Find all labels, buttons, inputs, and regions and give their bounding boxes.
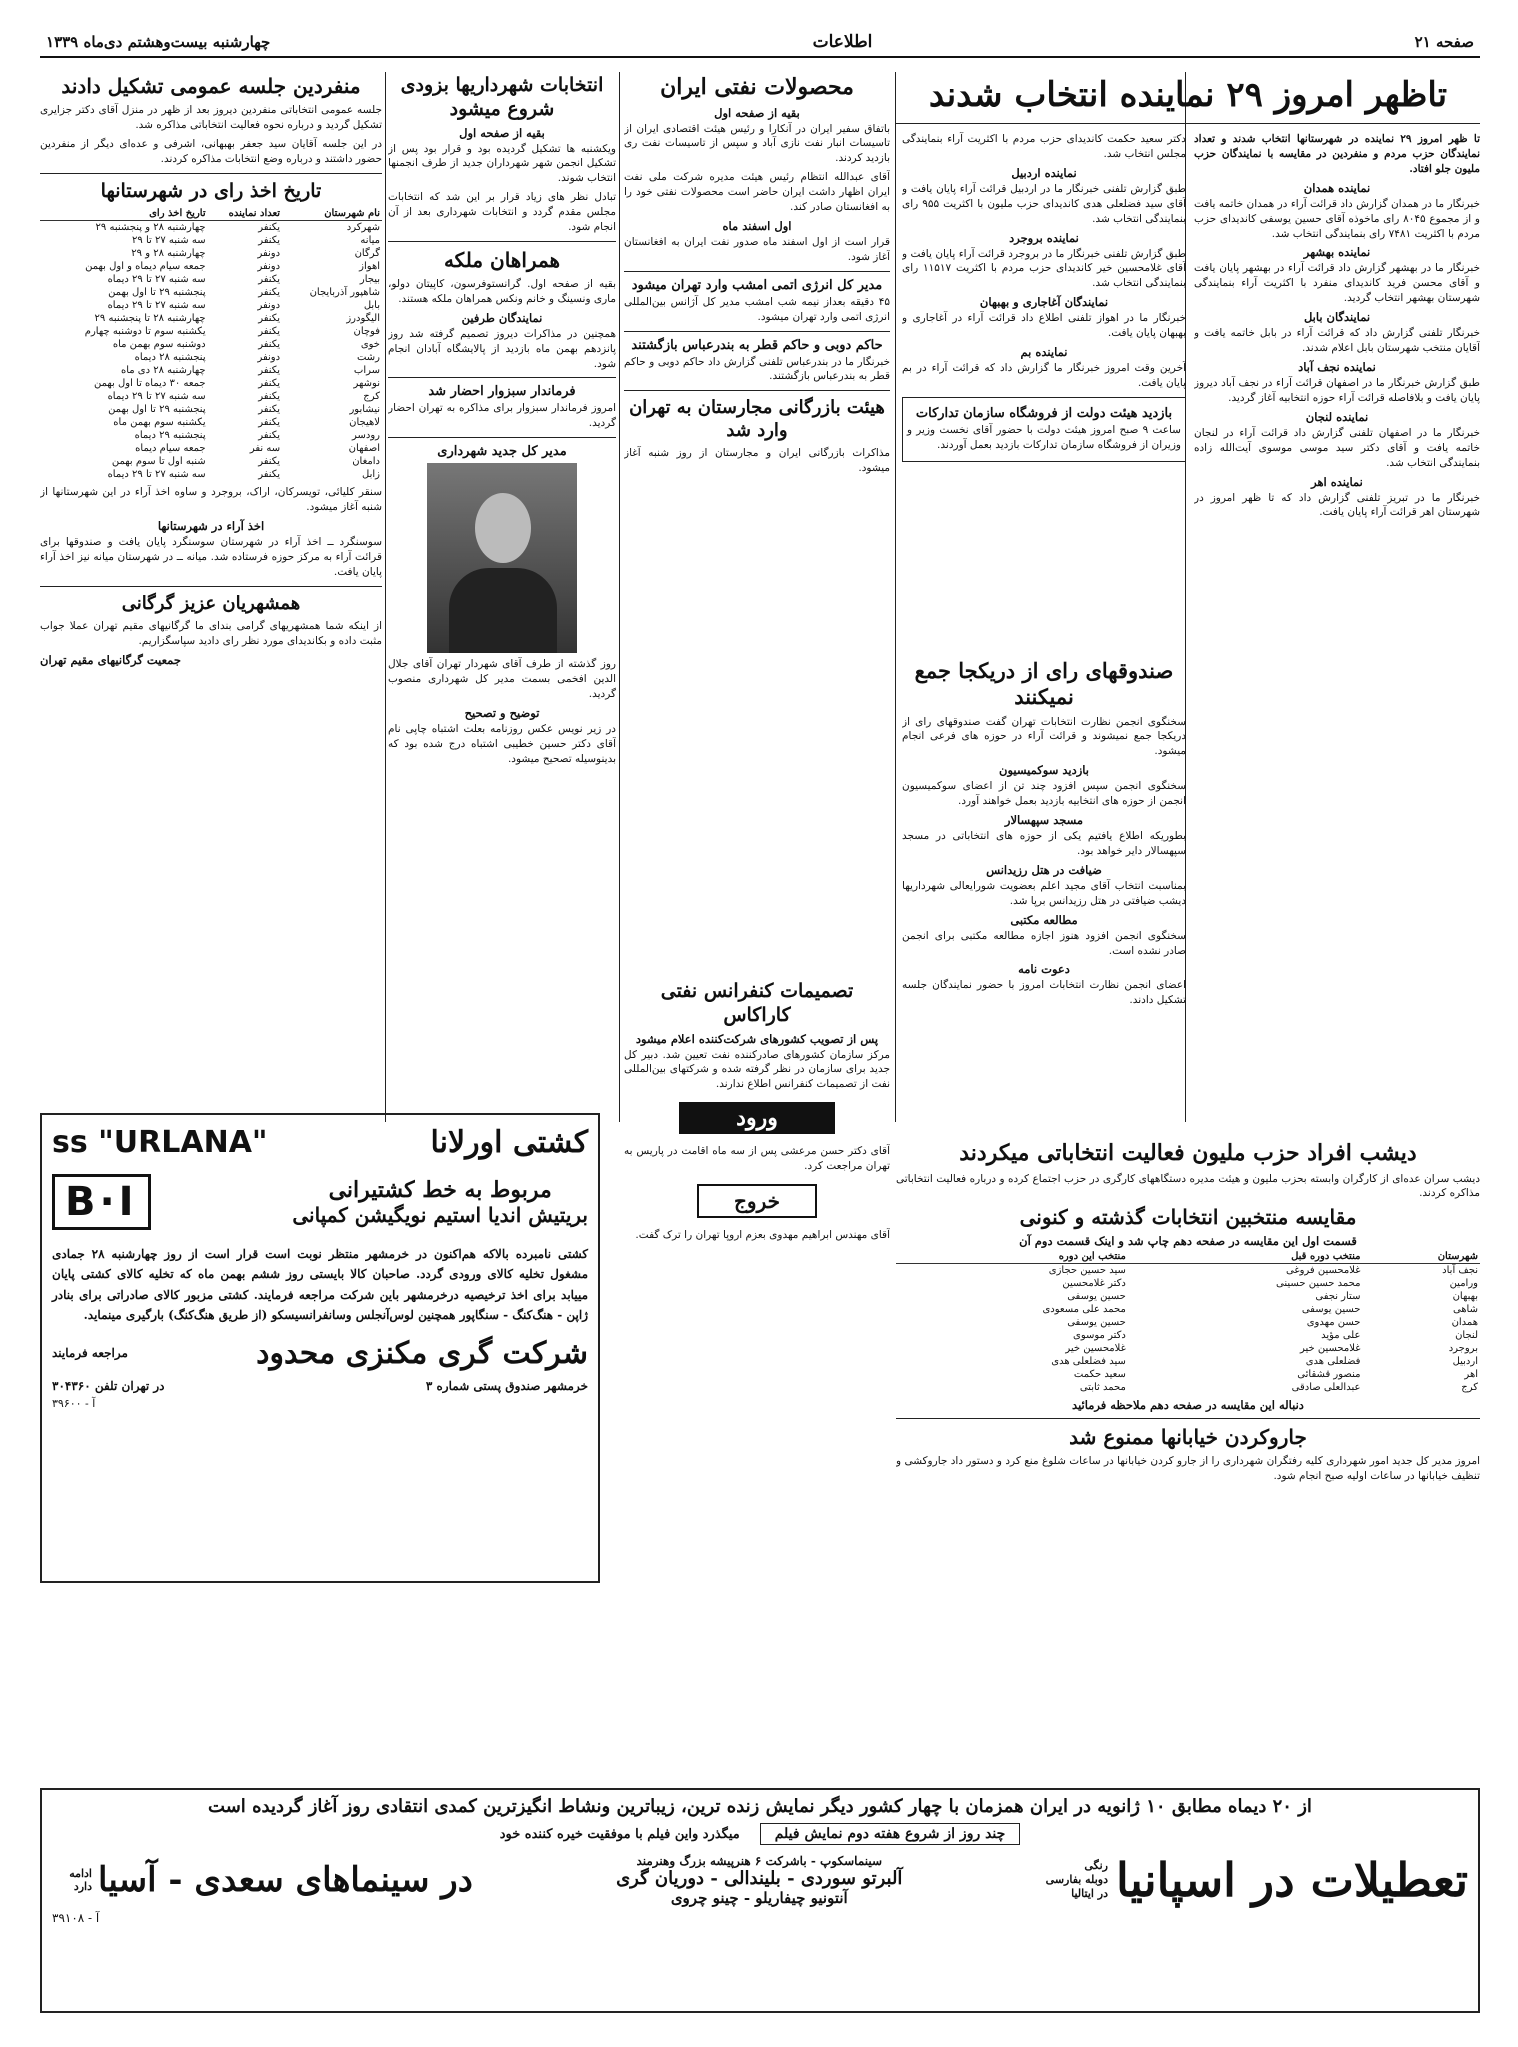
company-name: شرکت گری مکنزی محدود bbox=[256, 1335, 588, 1371]
table-row bbox=[896, 1355, 1480, 1368]
divider bbox=[388, 377, 616, 378]
section-text: بمناسبت انتخاب آقای مجید اعلم بعضویت شورایعالی شهرداریها دیشب ضیافتی در هتل رزیدانس برپا شد. bbox=[902, 879, 1186, 907]
section-text: آخرین وقت امروز خبرنگار ما گزارش داد که قرائت آراء در بم پایان یافت. bbox=[902, 362, 1186, 389]
section-headline: جاروکردن خیابانها ممنوع شد bbox=[1069, 1425, 1307, 1450]
table-cell: چهارشنبه ۲۸ و پنجشنبه ۲۹ bbox=[95, 222, 206, 234]
table-cell: دامغان bbox=[352, 456, 380, 468]
table-cell: بابل bbox=[363, 300, 380, 312]
section-text: قرار است از اول اسفند ماه صدور نفت ایران به افغانستان آغاز شود. bbox=[624, 235, 890, 263]
table-cell: سه شنبه ۲۷ تا ۲۹ دیماه bbox=[107, 300, 206, 312]
table-header: تعداد نماینده bbox=[208, 207, 282, 221]
table-cell: اهواز bbox=[359, 261, 380, 273]
column-2 bbox=[902, 132, 1186, 642]
section-text: مرکز سازمان کشورهای صادرکننده نفت تعیین شد. دبیر کل جدید برای سازمان در نظر گرفته شده و شرکتهای بین‌المللی نفت از تصمیمات کنفرانس اطلاع ندارند. bbox=[624, 1048, 890, 1091]
table-row bbox=[40, 351, 382, 364]
table-cell: اهر bbox=[1464, 1369, 1478, 1381]
comparison-table-body bbox=[896, 1264, 1480, 1395]
section-text: بقیه از صفحه اول. گرانستوفرسون، کاپیتان دولو، ماری ونسینگ و خانم ونکس همراهان ملکه هستند. bbox=[388, 277, 616, 305]
film-tag: در ایتالیا bbox=[1071, 1887, 1108, 1901]
column-divider bbox=[895, 72, 896, 1122]
section-text: باتفاق سفیر ایران در آنکارا و رئیس هیئت اقتصادی ایران از تاسیسات انبار نفت نازی آباد و سپس از تاسیسات نفت ری بازدید کردند. bbox=[624, 122, 890, 165]
table-cell: سه شنبه ۲۷ تا ۲۹ دیماه bbox=[107, 469, 206, 481]
section-text: آقای مهندس ابراهیم مهدوی بعزم اروپا تهران را ترک گفت. bbox=[635, 1229, 890, 1242]
portrait-photo bbox=[427, 463, 577, 653]
section-text: سخنگوی انجمن افزود هنوز اجازه مطالعه مکتبی برای انجمن صادر نشده است. bbox=[902, 929, 1186, 957]
ship-name-latin: ss "URLANA" bbox=[52, 1125, 268, 1160]
table-cell: سید حسین حجازی bbox=[1048, 1265, 1126, 1277]
table-cell: منصور قشقائی bbox=[1297, 1369, 1361, 1381]
table-header: تاریخ اخذ رای bbox=[40, 207, 208, 221]
column-divider bbox=[619, 72, 620, 1122]
table-cell: فضلعلی هدی bbox=[1305, 1356, 1361, 1368]
section-headline: انتخابات شهرداریها بزودی شروع میشود bbox=[400, 74, 604, 120]
section-text: مذاکرات بازرگانی ایران و مجارستان از روز شنبه آغاز میشود. bbox=[624, 447, 890, 475]
table-cell: دوشنبه سوم بهمن ماه bbox=[112, 339, 206, 351]
table-row bbox=[896, 1264, 1480, 1278]
section-title: نمایندگان آغاجاری و بهبهان bbox=[979, 295, 1109, 310]
section-title: ضیافت در هتل رزیدانس bbox=[986, 862, 1102, 877]
section-title: بازدید سوکمیسیون bbox=[999, 763, 1089, 778]
table-row bbox=[896, 1290, 1480, 1303]
ad-code: آ - ۳۹۶۰۰ bbox=[52, 1396, 96, 1410]
table-cell: محمد ثابتی bbox=[1079, 1382, 1126, 1394]
divider bbox=[388, 241, 616, 242]
table-cell: دکتر غلامحسین bbox=[1062, 1278, 1126, 1290]
section-title: نماینده اهر bbox=[1311, 474, 1363, 489]
table-cell: یکنفر bbox=[258, 274, 281, 286]
ad-small-line: میگذرد واین فیلم با موفقیت خیره کننده خود bbox=[499, 1826, 740, 1842]
table-row bbox=[896, 1277, 1480, 1290]
section-title: مدیر کل انرژی اتمی امشب وارد تهران میشود bbox=[631, 277, 883, 293]
cinema-advertisement bbox=[40, 1788, 1480, 2013]
section-title: حاکم دوبی و حاکم قطر به بندرعباس بازگشتند bbox=[631, 337, 883, 353]
table-cell: یکشنبه سوم تا دوشنبه چهارم bbox=[84, 326, 206, 338]
table-cell: کرج bbox=[363, 391, 380, 403]
section-text: دکتر سعید حکمت کاندیدای حزب مردم با اکثریت آراء بنمایندگی مجلس انتخاب شد. bbox=[902, 133, 1186, 160]
section-title: دعوت نامه bbox=[1018, 962, 1070, 977]
section-text: از اینکه شما همشهریهای گرامی بندای ما گرگانیهای مقیم تهران عملا جواب مثبت داده و بکاندیدای مورد نظر رای دادید سپاسگزاریم. bbox=[40, 620, 382, 648]
table-row bbox=[40, 234, 382, 247]
table-row bbox=[40, 390, 382, 403]
table-cell: فوچان bbox=[353, 326, 380, 338]
table-row bbox=[40, 455, 382, 468]
section-text: ۴۵ دقیقه بعداز نیمه شب امشب مدیر کل آژانس بین‌المللی انرژی اتمی وارد تهران میشود. bbox=[624, 295, 890, 323]
table-cell: یکشنبه سوم بهمن ماه bbox=[113, 417, 206, 429]
table-cell: میانه bbox=[360, 235, 380, 247]
ship-advertisement bbox=[40, 1113, 600, 1583]
section-title: مدیر کل جدید شهرداری bbox=[437, 444, 567, 460]
table-cell: یکنفر bbox=[258, 391, 281, 403]
table-row bbox=[40, 468, 382, 481]
divider bbox=[896, 123, 1480, 124]
main-headline: تاظهر امروز ۲۹ نماینده انتخاب شدند bbox=[928, 75, 1448, 115]
table-cell: سراب bbox=[353, 365, 380, 377]
table-cell: رودسر bbox=[351, 430, 380, 442]
divider bbox=[40, 173, 382, 174]
table-cell: پنجشنبه ۲۹ تا اول بهمن bbox=[108, 404, 206, 416]
divider bbox=[40, 586, 382, 587]
table-cell: سه شنبه ۲۷ تا ۲۹ دیماه bbox=[107, 391, 206, 403]
ongoing-label: ادامه دارد bbox=[69, 1867, 92, 1893]
section-title: نماینده همدان bbox=[1303, 180, 1371, 195]
section-headline: منفردین جلسه عمومی تشکیل دادند bbox=[61, 74, 361, 98]
table-cell: رشت bbox=[356, 352, 380, 364]
table-row bbox=[40, 260, 382, 273]
ad-top-line: از ۲۰ دیماه مطابق ۱۰ ژانویه در ایران همزمان با چهار کشور دیگر نمایش زنده ترین، زیباترین ونشاط انگیزترین کمدی انتقادی روز آغاز گردیده است bbox=[208, 1796, 1312, 1817]
table-row bbox=[40, 364, 382, 377]
table-cell: علی مؤید bbox=[1321, 1330, 1361, 1342]
section-title: نماینده اردبیل bbox=[1011, 165, 1077, 180]
portrait-body bbox=[449, 568, 557, 653]
table-cell: چهارشنبه ۲۸ و ۲۹ bbox=[131, 248, 206, 260]
table-cell: حسین یوسفی bbox=[1067, 1291, 1126, 1303]
section-text: خبرنگار ما در تبریز تلفنی گزارش داد که تا ظهر امروز در شهرستان اهر قرائت آراء پایان یافت. bbox=[1194, 491, 1480, 519]
column-5 bbox=[40, 72, 382, 1092]
table-cell: جمعه ۳۰ دیماه تا اول بهمن bbox=[94, 378, 206, 390]
section-text: سوسنگرد ــ اخذ آراء در شهرستان سوسنگرد پایان یافت و صندوقها برای قرائت آراء به مرکز حوزه فرستاده شد. میانه ــ در شهرستان میانه نیز اخذ آراء پایان یافت. bbox=[40, 536, 382, 578]
table-cell: یکنفر bbox=[258, 417, 281, 429]
table-cell: یکنفر bbox=[258, 235, 281, 247]
table-cell: اردبیل bbox=[1452, 1356, 1478, 1368]
section-title: اول اسفند ماه bbox=[722, 218, 792, 233]
table-row bbox=[40, 221, 382, 235]
film-cast: آنتونیو چیفاریلو - چینو چروی bbox=[670, 1888, 848, 1907]
section-text: سخنگوی انجمن سپس افزود چند تن از اعضای سوکمیسیون انجمن از حوزه های انتخابیه بازدید بعمل خواهند آورد. bbox=[902, 780, 1186, 808]
section-title: نماینده بروجرد bbox=[1009, 230, 1079, 245]
table-cell: نوشهر bbox=[353, 378, 380, 390]
table-cell: بهبهان bbox=[1452, 1291, 1478, 1303]
divider bbox=[624, 331, 890, 332]
section-text: در زیر نویس عکس روزنامه بعلت اشتباه چاپی نام آقای دکتر حسین خطیبی اشتباه درج شده بود که بدینوسیله تصحیح میشود. bbox=[388, 723, 616, 765]
news-box bbox=[902, 397, 1186, 462]
section-text: همچنین در مذاکرات دیروز تصمیم گرفته شد روز پانزدهم بهمن ماه بازدید از پالایشگاه آبادان انجام شود. bbox=[388, 327, 616, 370]
section-title: مطالعه مکتبی bbox=[1010, 912, 1078, 927]
table-cell: ستار نجفی bbox=[1315, 1291, 1361, 1303]
section-title: توضیح و تصحیح bbox=[464, 706, 540, 720]
section-subtitle: پس از تصویب کشورهای شرکت‌کننده اعلام میشود bbox=[635, 1031, 879, 1046]
film-cast: آلبرتو سوردی - بلیندالی - دوریان گری bbox=[616, 1867, 903, 1889]
table-cell: شهرکرد bbox=[346, 222, 380, 234]
table-cell: دونفر bbox=[257, 248, 281, 260]
section-text: ویکشنبه ها تشکیل گردیده بود و قرار بود پس از تشکیل انجمن شهر شهرداران جدید از طرف انجمنها انتخاب شوند. bbox=[388, 142, 616, 185]
ad-mid-line: چند روز از شروع هفته دوم نمایش فیلم bbox=[760, 1823, 1021, 1845]
section-title: فرماندار سبزوار احضار شد bbox=[428, 384, 576, 400]
film-tag: دوبله بفارسی bbox=[1045, 1872, 1108, 1886]
ad-line: بریتیش اندیا استیم نویگیشن کمپانی bbox=[292, 1203, 588, 1227]
lead-paragraph: تا ظهر امروز ۲۹ نماینده در شهرستانها انتخاب شدند و تعداد نمایندگان حزب مردم و منفردین در مقایسه با نمایندگان حزب ملیون جلو افتاد. bbox=[1194, 133, 1480, 175]
table-cell: سه شنبه ۲۷ تا ۲۹ دیماه bbox=[107, 274, 206, 286]
section-text: روز گذشته از طرف آقای شهردار تهران آقای جلال الدین افخمی بسمت مدیر کل شهرداری منصوب گردید. bbox=[388, 658, 616, 701]
table-cell: یکنفر bbox=[258, 339, 281, 351]
newspaper-page bbox=[40, 28, 1480, 2018]
table-cell: خوی bbox=[360, 339, 380, 351]
ship-name: کشتی اورلانا bbox=[430, 1125, 588, 1160]
section-text: دیشب سران عده‌ای از کارگران وابسته بحزب ملیون و هیئت مدیره دستگاههای کارگری در حزب اجتماع کرده و درباره فعالیت انتخاباتی مذاکره کردند. bbox=[896, 1172, 1480, 1200]
table-cell: شاهپور آذربایجان bbox=[309, 287, 380, 299]
section-headline: صندوقهای رای از دریکجا جمع نمیکنند bbox=[914, 658, 1174, 710]
ad-code: آ - ۳۹۱۰۸ bbox=[52, 1911, 100, 1925]
schedule-title: تاریخ اخذ رای در شهرستانها bbox=[100, 179, 322, 202]
table-header-row bbox=[896, 1250, 1480, 1264]
section-text: خبرنگار تلفنی گزارش داد که قرائت آراء در بابل خاتمه یافت و آقایان منتخب شهرستان بابل اعلام شدند. bbox=[1194, 327, 1480, 355]
table-row bbox=[896, 1303, 1480, 1316]
table-cell: همدان bbox=[1451, 1317, 1478, 1329]
table-cell: پنجشنبه ۲۹ دیماه bbox=[134, 430, 206, 442]
section-text: خبرنگار ما در بندرعباس تلفنی گزارش داد حاکم دوبی و حاکم قطر به بندرعباس بازگشتند. bbox=[624, 355, 890, 383]
table-row bbox=[40, 429, 382, 442]
section-text: خبرنگار ما در اصفهان تلفنی گزارش داد قرائت آراء در لنجان خاتمه یافت و آقای دکتر سید موسی موسوی آیت‌الله زاده بنمایندگی انتخاب شد. bbox=[1194, 426, 1480, 469]
table-row bbox=[40, 325, 382, 338]
table-row bbox=[896, 1381, 1480, 1394]
comparison-table bbox=[896, 1250, 1480, 1394]
table-row bbox=[40, 442, 382, 455]
table-row bbox=[40, 312, 382, 325]
column-3-lower bbox=[624, 978, 890, 1538]
company-logo: B·I bbox=[52, 1174, 151, 1230]
table-row bbox=[40, 403, 382, 416]
table-cell: چهارشنبه ۲۸ دی ماه bbox=[120, 365, 206, 377]
table-cell: حسن مهدوی bbox=[1306, 1317, 1361, 1329]
comparison-title: مقایسه منتخبین انتخابات گذشته و کنونی bbox=[1019, 1205, 1357, 1230]
section-text: امروز مدیر کل جدید امور شهرداری کلیه رفتگران شهرداری را از جارو کردن خیابانها در ساعات شلوغ منع کرد و دستور داد جاروکشی و تنظیف خیابانها در ساعات اولیه صبح انجام شود. bbox=[896, 1455, 1480, 1483]
signature: جمعیت گرگانیهای مقیم تهران bbox=[40, 653, 181, 668]
table-cell: شاهی bbox=[1452, 1304, 1478, 1316]
table-cell: لاهیجان bbox=[349, 417, 380, 429]
table-cell: حسین یوسفی bbox=[1067, 1317, 1126, 1329]
table-cell: یکنفر bbox=[258, 378, 281, 390]
table-cell: غلامحسین فروغی bbox=[1286, 1265, 1361, 1277]
table-cell: دونفر bbox=[257, 261, 281, 273]
table-cell: یکنفر bbox=[258, 456, 281, 468]
table-cell: نجف آباد bbox=[1442, 1265, 1478, 1277]
divider bbox=[896, 1418, 1480, 1419]
page-number: صفحه ۲۱ bbox=[1414, 33, 1474, 51]
table-cell: گرگان bbox=[354, 248, 380, 260]
section-text: بطوریکه اطلاع یافتیم یکی از حوزه های انتخاباتی در مسجد سپهسالار دایر خواهد بود. bbox=[902, 830, 1186, 857]
table-cell: غلامحسین خیر bbox=[1299, 1343, 1361, 1355]
section-title: نماینده بم bbox=[1020, 345, 1068, 360]
table-cell: جمعه سیام دیماه bbox=[135, 443, 206, 455]
table-cell: غلامحسین خیر bbox=[1065, 1343, 1126, 1355]
schedule-table bbox=[40, 207, 382, 481]
section-title: نماینده بهشهر bbox=[1303, 245, 1371, 260]
section-text: جلسه عمومی انتخاباتی منفردین دیروز بعد از ظهر در منزل آقای دکتر جزایری تشکیل گردید و درباره نحوه فعالیت انتخاباتی مذاکره شد. bbox=[40, 104, 382, 131]
table-row bbox=[40, 273, 382, 286]
table-cell: محمد حسین حسینی bbox=[1276, 1278, 1361, 1290]
divider bbox=[624, 390, 890, 391]
box-title: بازدید هیئت دولت از فروشگاه سازمان تدارکات bbox=[915, 405, 1173, 421]
table-cell: عبدالعلی صادقی bbox=[1291, 1382, 1361, 1394]
arrivals-banner: ورود bbox=[679, 1102, 835, 1134]
table-row bbox=[896, 1316, 1480, 1329]
table-row bbox=[896, 1329, 1480, 1342]
departures-banner: خروج bbox=[697, 1184, 817, 1218]
table-cell: جمعه سیام دیماه و اول بهمن bbox=[85, 261, 206, 273]
table-cell: چهارشنبه ۲۸ تا پنجشنبه ۲۹ bbox=[94, 313, 206, 325]
table-cell: بیجار bbox=[359, 274, 380, 286]
table-row bbox=[40, 299, 382, 312]
section-text: آقای دکتر حسن مرعشی پس از سه ماه اقامت در پاریس به تهران مراجعت کرد. bbox=[624, 1145, 890, 1173]
phone: در تهران تلفن ۳۰۴۳۶۰ bbox=[52, 1378, 165, 1393]
section-headline: همشهریان عزیز گرگانی bbox=[121, 592, 301, 614]
table-cell: بروجرد bbox=[1448, 1343, 1478, 1355]
section-title: نماینده لنجان bbox=[1305, 409, 1369, 424]
newspaper-name: اطلاعات bbox=[812, 32, 873, 52]
section-headline: محصولات نفتی ایران bbox=[660, 74, 854, 100]
table-cell: یکنفر bbox=[258, 287, 281, 299]
table-cell: کرج bbox=[1461, 1382, 1478, 1394]
section-text: خبرنگار ما در بهشهر گزارش داد قرائت آراء در بهشهر پایان یافت و آقای محسن فرید کاندیدای منفرد با اکثریت آراء بنمایندگی شهرستان بهشهر انتخاب گردید. bbox=[1194, 262, 1480, 305]
section-text: امروز فرماندار سبزوار برای مذاکره به تهران احضار گردید. bbox=[388, 402, 616, 430]
section-text: در این جلسه آقایان سید جعفر بهبهانی، اشرفی و عده‌ای دیگر از منفردین حضور داشتند و درباره وضع انتخابات مذاکره کردند. bbox=[40, 137, 382, 165]
table-cell: حسین یوسفی bbox=[1301, 1304, 1361, 1316]
table-cell: یکنفر bbox=[258, 326, 281, 338]
continued-label: بقیه از صفحه اول bbox=[714, 105, 800, 120]
column-1 bbox=[1194, 132, 1480, 1132]
table-cell: لنجان bbox=[1455, 1330, 1478, 1342]
table-header: منتخب این دوره bbox=[896, 1250, 1128, 1264]
column-2-lower bbox=[902, 656, 1186, 1136]
table-cell: سعید حکمت bbox=[1073, 1369, 1126, 1381]
pobox: خرمشهر صندوق پستی شماره ۳ bbox=[425, 1378, 588, 1393]
page-header bbox=[40, 28, 1480, 58]
table-cell: سه نفر bbox=[249, 443, 281, 455]
table-cell: یکنفر bbox=[258, 365, 281, 377]
table-header-row bbox=[40, 207, 382, 221]
section-text: تبادل نظر های زیاد قرار بر این شد که انتخابات مجلس مقدم گردد و انتخابات شهرداری بعد از آن انجام شود. bbox=[388, 191, 616, 234]
film-tag: رنگی bbox=[1084, 1858, 1108, 1872]
section-title: نماینده نجف آباد bbox=[1298, 359, 1376, 374]
table-row bbox=[896, 1368, 1480, 1381]
table-cell: یکنفر bbox=[258, 469, 281, 481]
table-cell: یکنفر bbox=[258, 430, 281, 442]
company-note: مراجعه فرمایند bbox=[52, 1346, 128, 1361]
table-cell: دکتر موسوی bbox=[1073, 1330, 1126, 1342]
table-cell: ورامین bbox=[1449, 1278, 1478, 1290]
section-text: طبق گزارش خبرنگار ما در اصفهان قرائت آراء در نجف آباد دیروز پایان یافت و بلافاصله قرائت آراء حوزه انتخابیه آغاز گردید. bbox=[1194, 376, 1480, 404]
section-text: اعضای انجمن نظارت انتخابات امروز با حضور نمایندگان جلسه تشکیل دادند. bbox=[902, 979, 1186, 1007]
table-cell: دونفر bbox=[257, 300, 281, 312]
issue-date: چهارشنبه بیست‌وهشتم دی‌ماه ۱۳۳۹ bbox=[46, 33, 271, 51]
table-cell: یکنفر bbox=[258, 404, 281, 416]
table-cell: پنجشنبه ۲۸ دیماه bbox=[134, 352, 206, 364]
table-cell: اصفهان bbox=[348, 443, 380, 455]
table-cell: دونفر bbox=[257, 352, 281, 364]
table-row bbox=[40, 247, 382, 260]
table-header: شهرستان bbox=[1362, 1250, 1480, 1264]
table-cell: شنبه اول تا سوم بهمن bbox=[111, 456, 206, 468]
table-header: منتخب دوره قبل bbox=[1128, 1250, 1363, 1264]
section-title: نمایندگان طرفین bbox=[461, 310, 543, 325]
column-1-lower bbox=[896, 1138, 1480, 1678]
ad-body: کشتی نامبرده بالاکه هم‌اکنون در خرمشهر منتظر نوبت است قرار است از روز چهارشنبه ۲۸ جمادی مشغول تخلیه کالای ورودی گردد. صاحبان کالا بایستی روز ششم بهمن ماه که تخلیه کالای کشتی پایان مییابد برای اخذ ترخیصیه درخرمشهر باین شرکت مراجعه فرمایند. کشتی مزبور کالای صادراتی برای بنادر ژاپن - هنگ‌کنگ - سنگاپور همچنین لوس‌آنجلس وسانفرانسیسکو (از طریق هنگ‌کنگ) بارگیری مینماید. bbox=[52, 1247, 588, 1323]
table-row bbox=[40, 416, 382, 429]
comparison-subtitle: قسمت اول این مقایسه در صفحه دهم چاپ شد و اینک قسمت دوم آن bbox=[1019, 1234, 1357, 1249]
divider bbox=[624, 271, 890, 272]
table-cell: پنجشنبه ۲۹ تا اول بهمن bbox=[108, 287, 206, 299]
cinema-names: در سینماهای سعدی - آسیا bbox=[98, 1860, 473, 1900]
table-cell: یکنفر bbox=[258, 222, 281, 234]
section-text: طبق گزارش تلفنی خبرنگار ما در بروجرد قرائت آراء پایان یافت و آقای غلامحسین خیر کاندیدای حزب مردم با اکثریت ۱۱۵۱۷ رای بنمایندگی انتخاب شد. bbox=[902, 247, 1186, 290]
table-row bbox=[40, 377, 382, 390]
table-row bbox=[40, 338, 382, 351]
section-headline: تصمیمات کنفرانس نفتی کاراکاس bbox=[660, 980, 854, 1026]
column-3 bbox=[624, 72, 890, 972]
column-divider bbox=[385, 72, 386, 1122]
section-headline: همراهان ملکه bbox=[443, 247, 561, 272]
section-text: خبرنگار ما در اهواز تلفنی اطلاع داد قرائت آراء در آغاجاری و بهبهان پایان یافت. bbox=[902, 312, 1186, 340]
film-tech: سینماسکوپ - باشرکت ۶ هنرپیشه بزرگ وهنرمند bbox=[636, 1853, 883, 1868]
section-headline: هیئت بازرگانی مجارستان به تهران وارد شد bbox=[629, 397, 885, 441]
table-row bbox=[896, 1342, 1480, 1355]
continued-label: بقیه از صفحه اول bbox=[459, 125, 545, 140]
table-cell: محمد علی مسعودی bbox=[1042, 1304, 1126, 1316]
table-cell: الیگودرز bbox=[346, 313, 380, 325]
schedule-table-body bbox=[40, 221, 382, 482]
table-cell: نیشابور bbox=[349, 404, 380, 416]
section-text: سنقر کلیائی، تویسرکان، اراک، بروجرد و ساوه اخذ آراء در این شهرستانها از شنبه آغاز میشود. bbox=[40, 486, 382, 514]
section-title: مسجد سپهسالار bbox=[1004, 813, 1084, 828]
table-cell: سید فضلعلی هدی bbox=[1051, 1356, 1126, 1368]
table-cell: زابل bbox=[362, 469, 380, 481]
film-title: تعطیلات در اسپانیا bbox=[1115, 1853, 1468, 1907]
section-title: اخذ آراء در شهرستانها bbox=[157, 519, 265, 534]
table-cell: سه شنبه ۲۷ تا ۲۹ bbox=[132, 235, 206, 247]
comparison-footer: دنباله این مقایسه در صفحه دهم ملاحظه فرمائید bbox=[1072, 1398, 1304, 1413]
table-header: نام شهرستان bbox=[282, 207, 382, 221]
section-text: طبق گزارش تلفنی خبرنگار ما در اردبیل قرائت آراء پایان یافت و آقای سید فضلعلی هدی کاندیدای حزب ملیون با اکثریت ۹۵۵ رای بنمایندگی انتخاب شد. bbox=[902, 182, 1186, 225]
table-cell: یکنفر bbox=[258, 313, 281, 325]
section-text: خبرنگار ما در همدان گزارش داد قرائت آراء در همدان خاتمه یافت و از مجموع ۸۰۴۵ رای ماخوذه آقای حسین یوسفی کاندیدای حزب مردم با اکثریت ۷۴۸۱ رای بنمایندگی انتخاب شد. bbox=[1194, 197, 1480, 240]
divider bbox=[388, 437, 616, 438]
portrait-head bbox=[475, 493, 531, 563]
section-headline: دیشب افراد حزب ملیون فعالیت انتخاباتی میکردند bbox=[959, 1140, 1417, 1166]
table-row bbox=[40, 286, 382, 299]
section-text: آقای عبدالله انتظام رئیس هیئت مدیره شرکت ملی نفت ایران اظهار داشت ایران حاضر است محصولات نفتی خود را به افغانستان صادر کند. bbox=[624, 171, 890, 214]
section-title: نمایندگان بابل bbox=[1303, 310, 1371, 325]
box-text: ساعت ۹ صبح امروز هیئت دولت با حضور آقای نخست وزیر و وزیران از فروشگاه سازمان تدارکات بازدید بعمل آوردند. bbox=[907, 423, 1181, 451]
ad-line: مربوط به خط کشتیرانی bbox=[328, 1177, 552, 1203]
section-text: سخنگوی انجمن نظارت انتخابات تهران گفت صندوقهای رای از دریکجا جمع نمیشوند و قرائت آراء در حوزه های فرعی انجام میشود. bbox=[902, 715, 1186, 758]
